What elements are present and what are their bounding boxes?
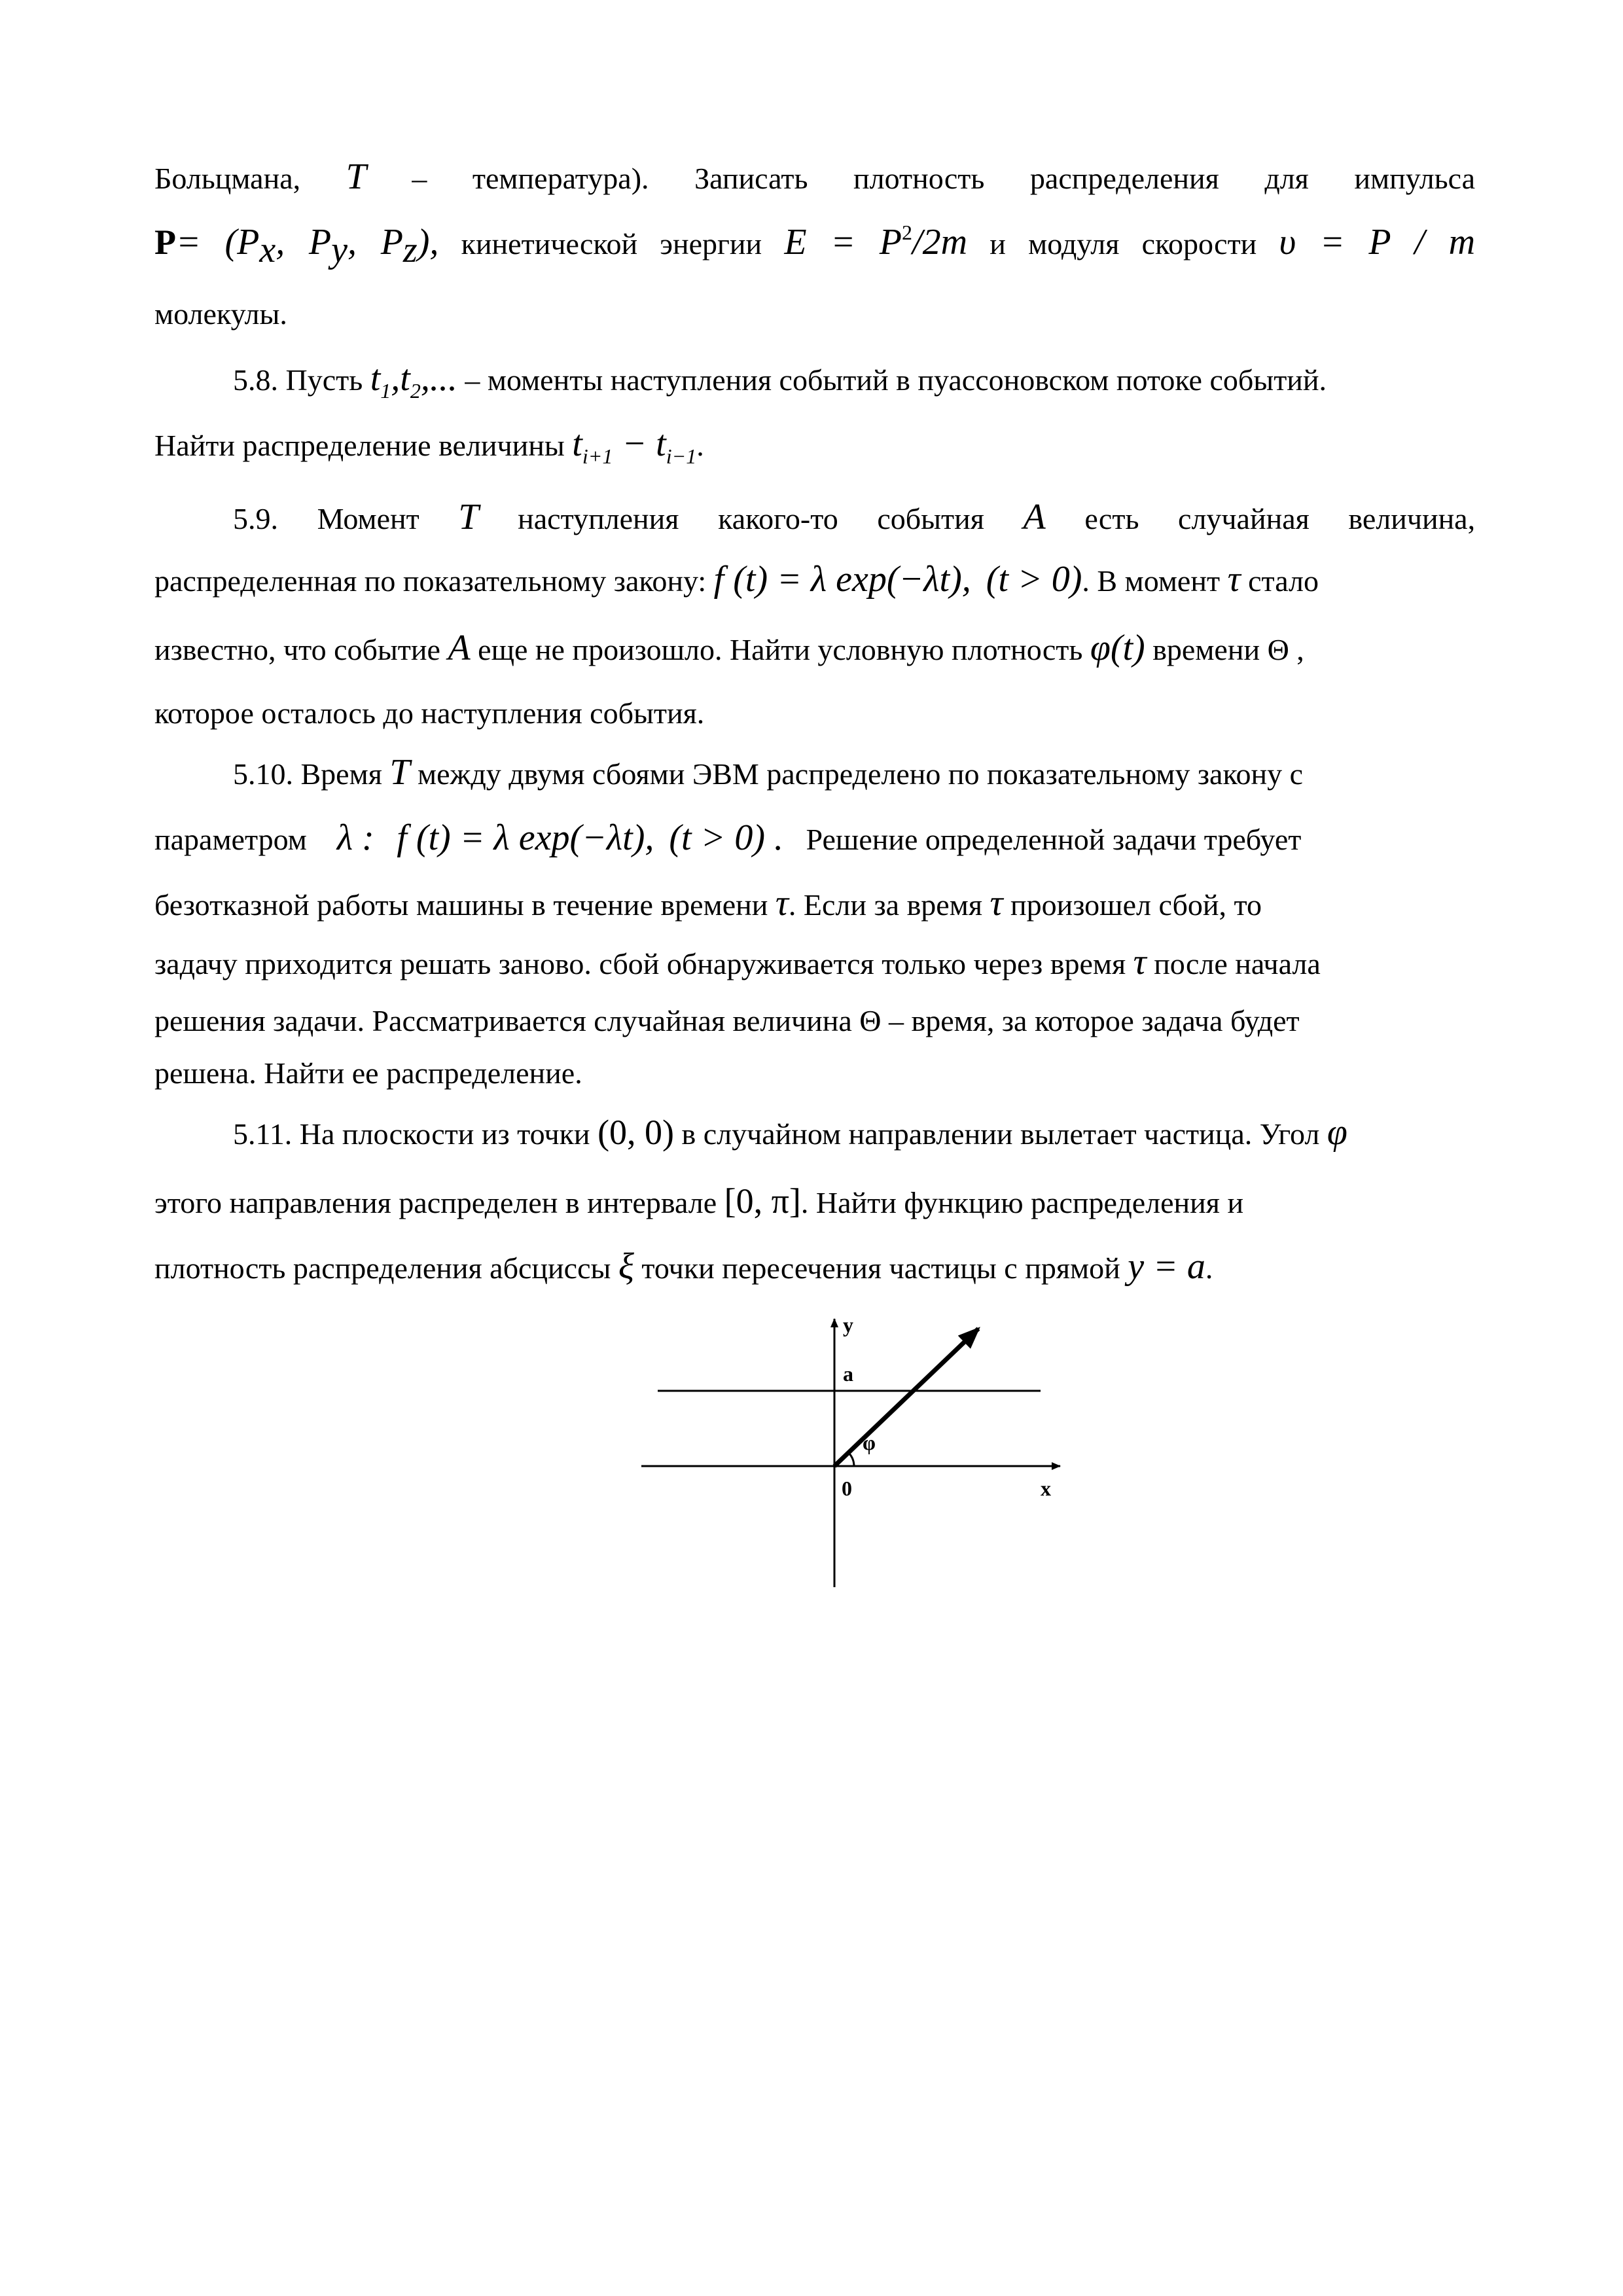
- label-phi: φ: [863, 1431, 876, 1454]
- problem-5-11-line-1: 5.11. На плоскости из точки (0, 0) в случайном направлении вылетает частица. Угол φ: [233, 1112, 1347, 1153]
- problem-5-9-line-2: распределенная по показательному закону: f (t) = λ exp(−λt), (t > 0). В момент τ стало: [154, 559, 1319, 600]
- problem-5-10-line-3: безотказной работы машины в течение времени τ. Если за время τ произошел сбой, то: [154, 883, 1262, 924]
- problem-5-8-line-1: 5.8. Пусть $t_1,t_2$,... – моменты наступления событий в пуассоновском потоке событий.: [233, 358, 1327, 403]
- problem-5-11-line-3: плотность распределения абсциссы ξ точки пересечения частицы с прямой y = a.: [154, 1246, 1213, 1287]
- text-line-3: молекулы.: [154, 297, 287, 331]
- label-x: x: [1041, 1477, 1051, 1500]
- coordinate-figure: [628, 1306, 1073, 1594]
- problem-5-8-line-2: Найти распределение величины $t_{i+1} - t_{i-1}$.: [154, 423, 704, 468]
- speed-formula: υ = P / m: [1279, 222, 1476, 262]
- particle-direction-arrow: [834, 1329, 978, 1466]
- problem-5-11-line-2: этого направления распределен в интервале [0, π]. Найти функцию распределения и: [154, 1181, 1244, 1221]
- problem-5-10-line-6: решена. Найти ее распределение.: [154, 1056, 582, 1090]
- problem-5-10-line-2: параметром λ : f (t) = λ exp(−λt), (t > 0) . Решение определенной задачи требует: [154, 817, 1302, 858]
- problem-5-10-line-4: задачу приходится решать заново. сбой обнаруживается только через время τ после начала: [154, 942, 1321, 982]
- label-y: y: [843, 1313, 853, 1336]
- text-line-1: Больцмана, T – температура). Записать плотность распределения для импульса: [154, 156, 1476, 197]
- label-a: a: [843, 1362, 853, 1386]
- problem-5-10-line-1: 5.10. Время T между двумя сбоями ЭВМ распределено по показательному закону с: [233, 752, 1304, 793]
- problem-5-9-line-1: 5.9. Момент T наступления какого-то события A есть случайная величина,: [233, 497, 1476, 537]
- label-zero: 0: [842, 1477, 852, 1500]
- problem-5-9-line-4: которое осталось до наступления события.: [154, 696, 705, 730]
- text-line-2: $P= (P_x$, $P_y$, $P_z$), кинетической энергии $E = P^2/2m$ и модуля скорости υ = P / m: [154, 221, 1476, 270]
- coordinate-figure-svg: [628, 1306, 1073, 1594]
- problem-5-9-line-3: известно, что событие A еще не произошло. Найти условную плотность φ(t) времени Θ ,: [154, 628, 1304, 668]
- energy-formula: $E = P^2/2m$: [784, 221, 968, 262]
- problem-5-10-line-5: решения задачи. Рассматривается случайная величина Θ – время, за которое задача будет: [154, 1004, 1300, 1037]
- angle-arc: [848, 1452, 854, 1466]
- momentum-formula: $P= (P_x$, $P_y$, $P_z$),: [154, 222, 439, 270]
